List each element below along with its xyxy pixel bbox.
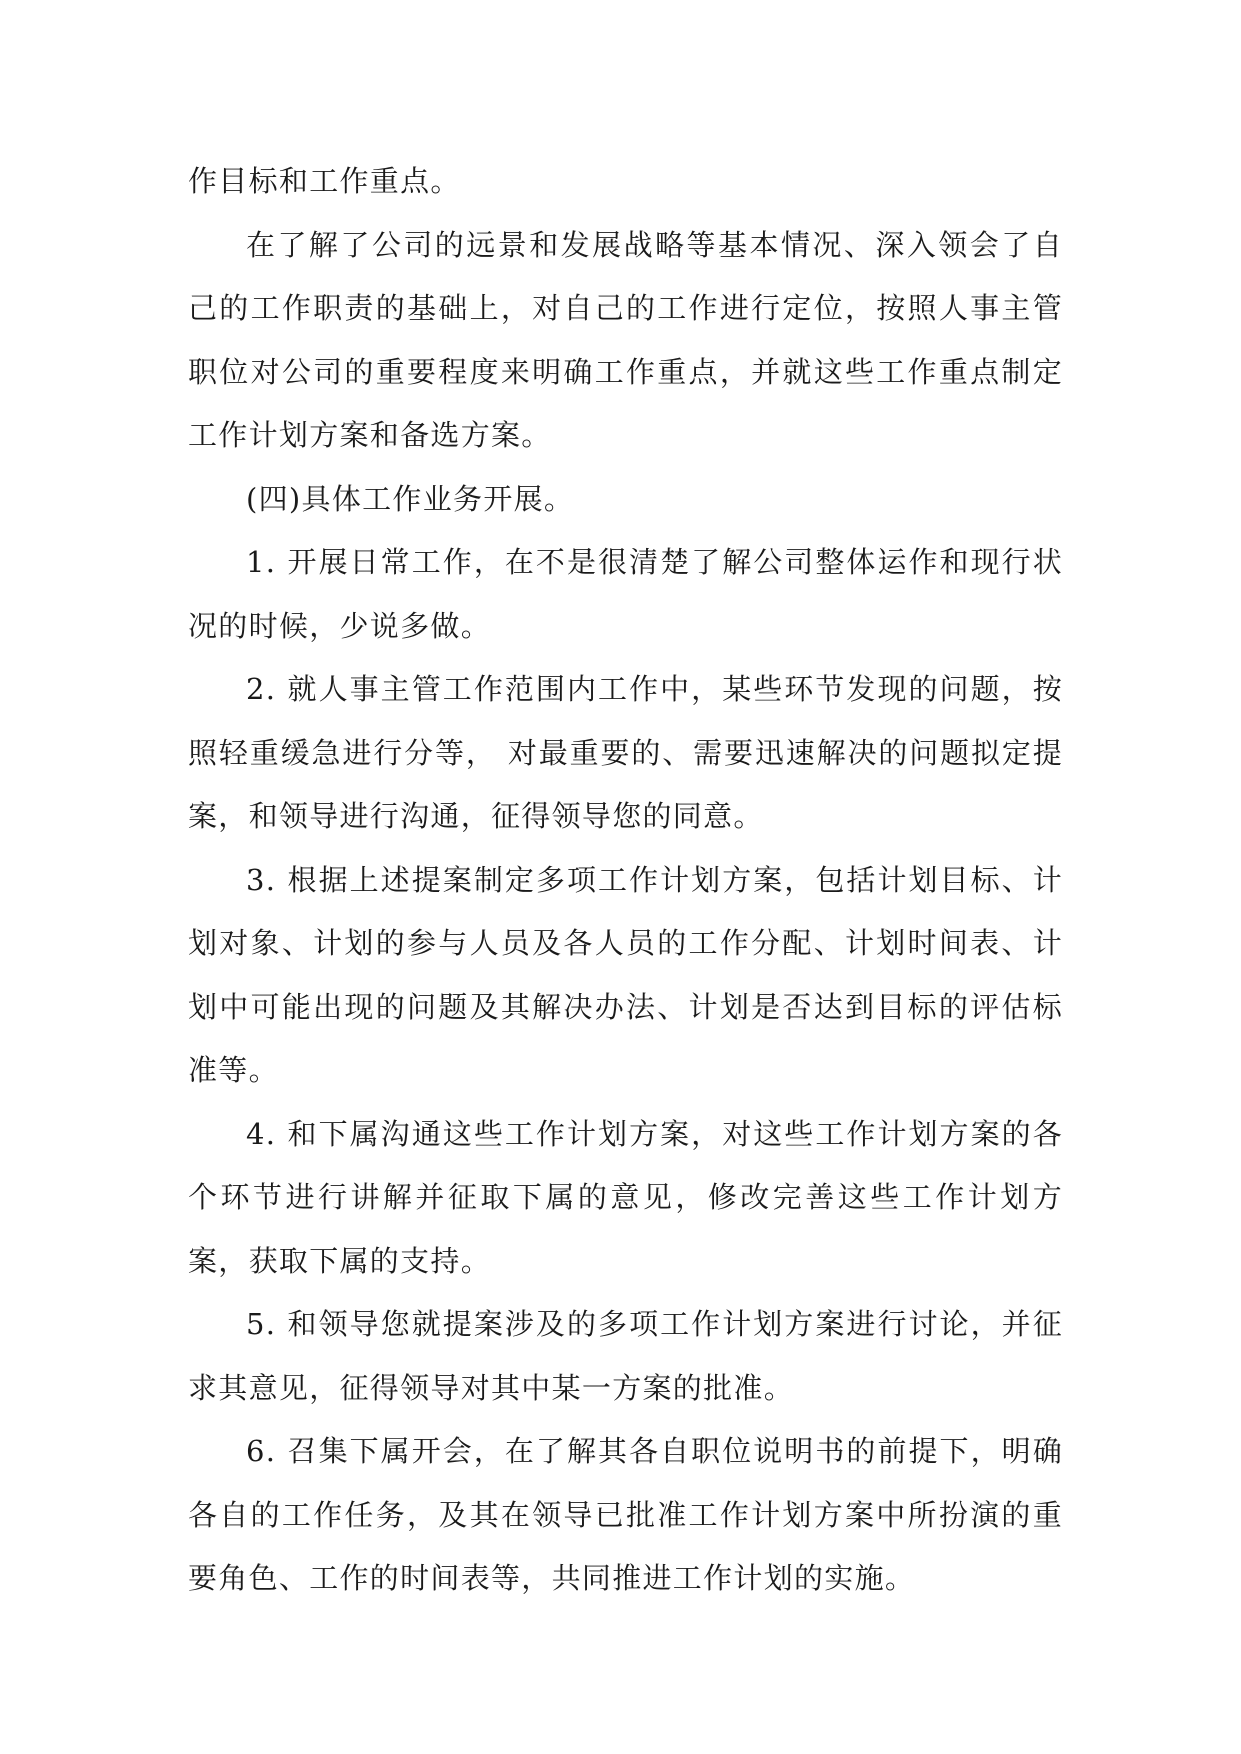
- list-item-4: 4. 和下属沟通这些工作计划方案，对这些工作计划方案的各个环节进行讲解并征取下属的意见，修改完善这些工作计划方案，获取下属的支持。: [188, 1116, 1063, 1278]
- paragraph-positioning: 在了解了公司的远景和发展战略等基本情况、深入领会了自己的工作职责的基础上，对自己的工作进行定位，按照人事主管职位对公司的重要程度来明确工作重点，并就这些工作重点制定工作计划方案和备选方案。: [188, 227, 1063, 452]
- list-item-3: 3. 根据上述提案制定多项工作计划方案，包括计划目标、计划对象、计划的参与人员及各人员的工作分配、计划时间表、计划中可能出现的问题及其解决办法、计划是否达到目标的评估标准等。: [188, 862, 1063, 1087]
- list-item-2: 2. 就人事主管工作范围内工作中，某些环节发现的问题，按照轻重缓急进行分等， 对最重要的、需要迅速解决的问题拟定提案，和领导进行沟通，征得领导您的同意。: [188, 672, 1063, 833]
- document-body: [188, 150, 1063, 1611]
- section-heading-4: (四)具体工作业务开展。: [246, 481, 575, 516]
- list-item-5: 5. 和领导您就提案涉及的多项工作计划方案进行讨论，并征求其意见，征得领导对其中某一方案的批准。: [188, 1307, 1063, 1405]
- paragraph-continuation: 作目标和工作重点。: [188, 164, 461, 198]
- list-item-1: 1. 开展日常工作，在不是很清楚了解公司整体运作和现行状况的时候，少说多做。: [188, 545, 1063, 643]
- list-item-6: 6. 召集下属开会，在了解其各自职位说明书的前提下，明确各自的工作任务，及其在领导已批准工作计划方案中所扮演的重要角色、工作的时间表等，共同推进工作计划的实施。: [188, 1434, 1063, 1595]
